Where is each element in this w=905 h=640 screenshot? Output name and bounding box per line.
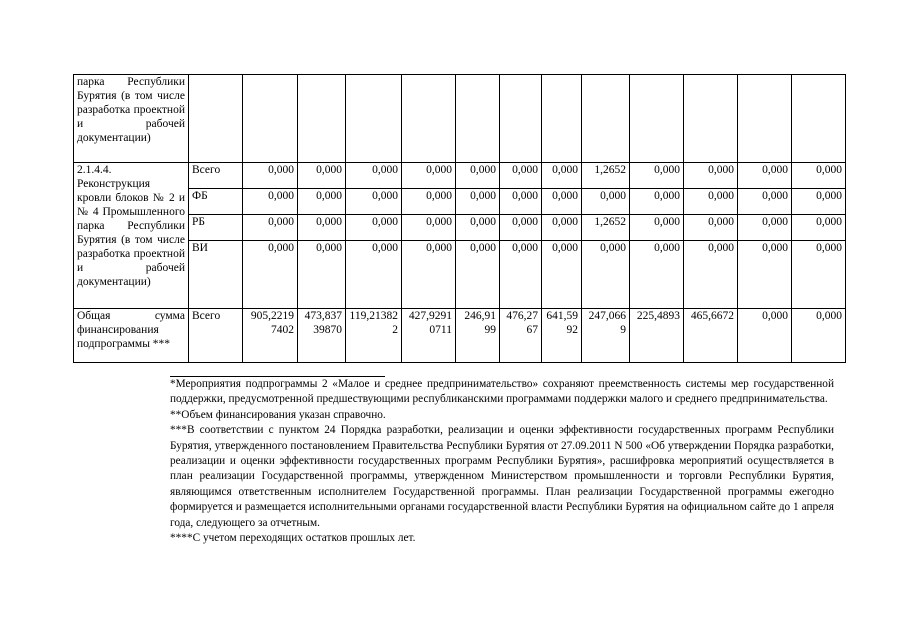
row-description: Общая сумма финансирования подпрограммы ***: [74, 309, 189, 363]
value-cell: 0,000: [630, 215, 684, 241]
table-row: [74, 189, 846, 215]
value-cell: 0,000: [243, 163, 298, 189]
footnote-3: ***В соответствии с пунктом 24 Порядка разработки, реализации и оценки эффективности государственных программ Республики Бурятия, утвержденного постановлением Правительства Республики Бурятия от 27.09.2011 N 500 «Об утверждении Порядка разработки, реализации и оценки эффективности государственных программ Республики Бурятия», расшифровка мероприятий осуществляется в план реализации Государственной программы, утвержденном Министерством промышленности и торговли Республики Бурятия, являющимся ответственным исполнителем Государственной программы. План реализации Государственной программы ежегодно формируется и размещается исполнительными органами государственной власти Республики Бурятия на официальном сайте до 1 апреля года, следующего за отчетным.: [170, 424, 834, 529]
value-cell: 0,000: [298, 215, 346, 241]
value-cell: [456, 75, 500, 163]
value-cell: [684, 75, 738, 163]
value-cell: 0,000: [456, 189, 500, 215]
value-cell: 0,000: [792, 189, 846, 215]
value-cell: 0,000: [738, 241, 792, 309]
row-description: парка Республики Бурятия (в том числе разработка проектной и рабочей документации): [74, 75, 189, 163]
value-cell: 0,000: [542, 215, 582, 241]
value-cell: 1,2652: [582, 215, 630, 241]
footnote-4: ****С учетом переходящих остатков прошлых лет.: [170, 532, 416, 545]
table-body: [74, 75, 846, 363]
row-description: 2.1.4.4. Реконструкция кровли блоков № 2 и № 4 Промышленного парка Республики Бурятия (в том числе разработка проектной и рабочей документации): [74, 163, 189, 309]
value-cell: [298, 75, 346, 163]
value-cell: 0,000: [684, 241, 738, 309]
value-cell: 0,000: [402, 215, 456, 241]
value-cell: [346, 75, 402, 163]
value-cell: 0,000: [738, 189, 792, 215]
value-cell: 247,0669: [582, 309, 630, 363]
value-cell: [243, 75, 298, 163]
value-cell: 0,000: [346, 163, 402, 189]
value-cell: 0,000: [243, 189, 298, 215]
table-row: [74, 309, 846, 363]
table-row: [74, 215, 846, 241]
value-cell: 641,5992: [542, 309, 582, 363]
value-cell: 0,000: [456, 241, 500, 309]
value-cell: 0,000: [542, 163, 582, 189]
value-cell: 905,22197402: [243, 309, 298, 363]
value-cell: 0,000: [346, 241, 402, 309]
value-cell: 0,000: [684, 189, 738, 215]
footnotes: [170, 377, 834, 546]
row-source: Всего: [189, 309, 243, 363]
value-cell: 0,000: [402, 241, 456, 309]
value-cell: 0,000: [684, 215, 738, 241]
value-cell: 246,9199: [456, 309, 500, 363]
value-cell: 0,000: [243, 215, 298, 241]
value-cell: 0,000: [792, 241, 846, 309]
row-source: РБ: [189, 215, 243, 241]
value-cell: 0,000: [500, 189, 542, 215]
value-cell: 0,000: [738, 215, 792, 241]
value-cell: 476,2767: [500, 309, 542, 363]
value-cell: [738, 75, 792, 163]
value-cell: 119,213822: [346, 309, 402, 363]
value-cell: 0,000: [630, 189, 684, 215]
value-cell: 0,000: [298, 189, 346, 215]
value-cell: 0,000: [402, 163, 456, 189]
value-cell: 0,000: [738, 163, 792, 189]
table-row: [74, 163, 846, 189]
table-row: [74, 241, 846, 309]
value-cell: 225,4893: [630, 309, 684, 363]
value-cell: 0,000: [630, 163, 684, 189]
row-source: ВИ: [189, 241, 243, 309]
value-cell: 0,000: [456, 215, 500, 241]
value-cell: 0,000: [582, 189, 630, 215]
value-cell: 0,000: [298, 241, 346, 309]
value-cell: 473,83739870: [298, 309, 346, 363]
value-cell: [500, 75, 542, 163]
value-cell: 0,000: [792, 163, 846, 189]
value-cell: 1,2652: [582, 163, 630, 189]
row-source: ФБ: [189, 189, 243, 215]
value-cell: [582, 75, 630, 163]
value-cell: 0,000: [738, 309, 792, 363]
value-cell: 0,000: [630, 241, 684, 309]
value-cell: [630, 75, 684, 163]
table-row: [74, 75, 846, 163]
value-cell: 0,000: [542, 241, 582, 309]
value-cell: [402, 75, 456, 163]
value-cell: 427,92910711: [402, 309, 456, 363]
value-cell: 0,000: [346, 215, 402, 241]
value-cell: 0,000: [298, 163, 346, 189]
footnote-2: **Объем финансирования указан справочно.: [170, 408, 386, 421]
value-cell: 0,000: [684, 163, 738, 189]
value-cell: 465,6672: [684, 309, 738, 363]
value-cell: 0,000: [500, 215, 542, 241]
value-cell: 0,000: [243, 241, 298, 309]
value-cell: 0,000: [792, 309, 846, 363]
value-cell: 0,000: [500, 241, 542, 309]
value-cell: 0,000: [402, 189, 456, 215]
value-cell: 0,000: [542, 189, 582, 215]
value-cell: 0,000: [346, 189, 402, 215]
value-cell: [792, 75, 846, 163]
value-cell: [542, 75, 582, 163]
financing-table: [73, 74, 846, 363]
row-source: Всего: [189, 163, 243, 189]
row-source: [189, 75, 243, 163]
value-cell: 0,000: [456, 163, 500, 189]
value-cell: 0,000: [792, 215, 846, 241]
value-cell: 0,000: [582, 241, 630, 309]
value-cell: 0,000: [500, 163, 542, 189]
footnote-1: *Мероприятия подпрограммы 2 «Малое и среднее предпринимательство» сохраняют преемственность системы мер государственной поддержки, предусмотренной предшествующими республиканскими программами поддержки малого и среднего предпринимательства.: [170, 378, 834, 406]
